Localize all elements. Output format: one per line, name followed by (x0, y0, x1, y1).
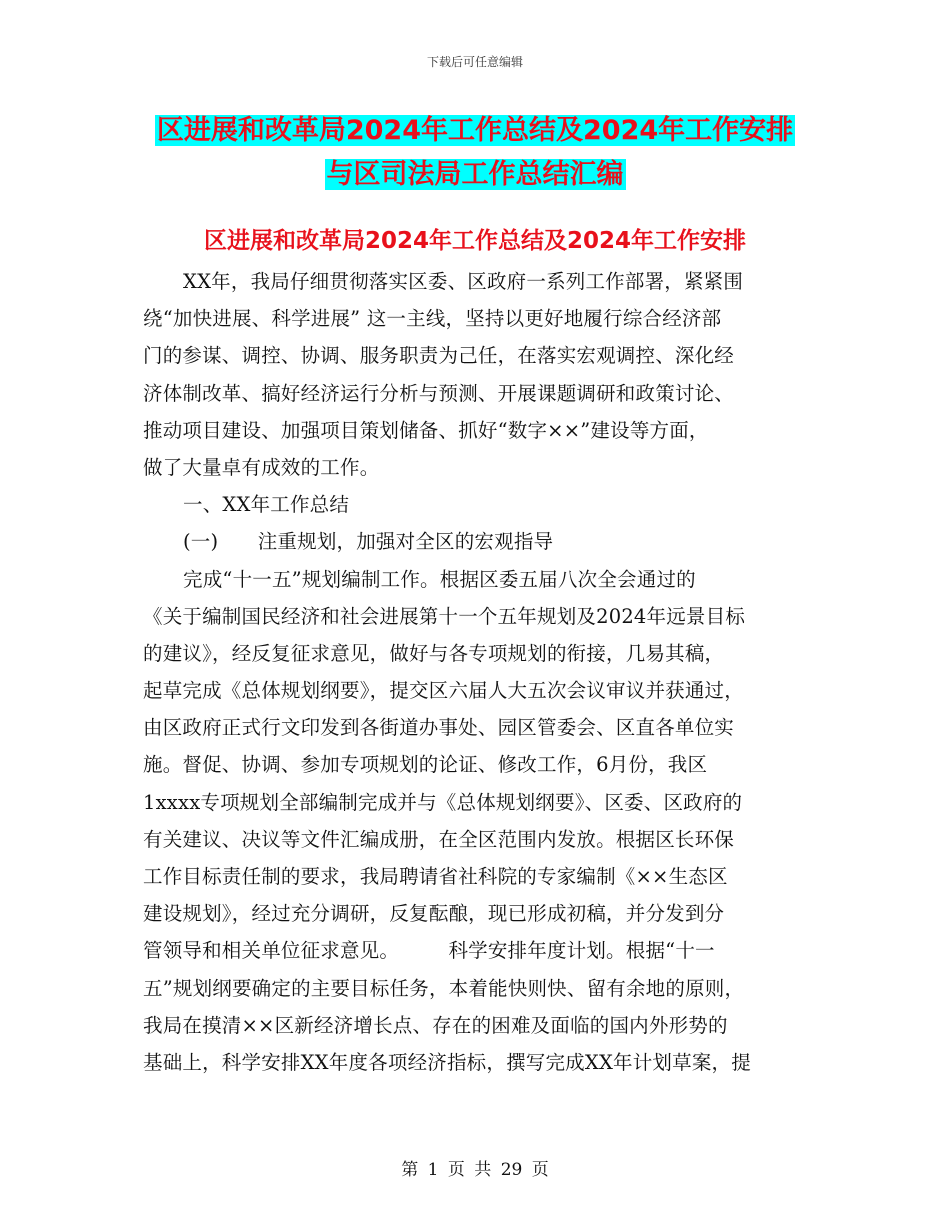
text-line: 有关建议、决议等文件汇编成册，在全区范围内发放。根据区长环保 (143, 827, 735, 851)
text-line: XX年，我局仔细贯彻落实区委、区政府一系列工作部署，紧紧围 (183, 270, 744, 293)
document-title-text-1: 区进展和改革局2024年工作总结及2024年工作安排 (156, 115, 794, 146)
header-note: 下载后可任意编辑 (426, 55, 523, 69)
section-title: 区进展和改革局2024年工作总结及2024年工作安排 (203, 228, 747, 254)
document-title-line-2 (0, 156, 950, 194)
body-text (143, 263, 823, 1081)
text-line: 1xxxx专项规划全部编制完成并与《总体规划纲要》、区委、区政府的 (143, 790, 743, 814)
heading-level-1: 一、XX年工作总结 (183, 493, 350, 517)
text-line: 济体制改革、搞好经济运行分析与预测、开展课题调研和政策讨论、 (143, 381, 735, 405)
text-line: 建设规划》，经过充分调研，反复酝酿，现已形成初稿，并分发到分 (143, 902, 725, 926)
page-number-footer: 第 1 页 共 29 页 (401, 1160, 549, 1180)
document-title-line-1 (0, 112, 950, 150)
text-line: 五”规划纲要确定的主要目标任务，本着能快则快、留有余地的原则， (143, 976, 745, 1000)
heading-level-2: (一) 注重规划，加强对全区的宏观指导 (183, 530, 554, 554)
text-line: 完成“十一五”规划编制工作。根据区委五届八次全会通过的 (183, 567, 696, 591)
text-line: 《关于编制国民经济和社会进展第十一个五年规划及2024年远景目标 (143, 604, 746, 628)
text-line: 推动项目建设、加强项目策划储备、抓好“数字××”建设等方面， (143, 418, 709, 442)
text-line: 我局在摸清××区新经济增长点、存在的困难及面临的国内外形势的 (143, 1013, 728, 1037)
text-line: 工作目标责任制的要求，我局聘请省社科院的专家编制《××生态区 (143, 865, 728, 888)
document-title-text-2: 与区司法局工作总结汇编 (326, 159, 624, 190)
text-line: 的建议》，经反复征求意见，做好与各专项规划的衔接，几易其稿， (143, 641, 725, 665)
text-line: 做了大量卓有成效的工作。 (143, 455, 380, 479)
text-line: 门的参谋、调控、协调、服务职责为己任，在落实宏观调控、深化经 (143, 344, 735, 368)
text-line: 由区政府正式行文印发到各街道办事处、园区管委会、区直各单位实 (143, 716, 735, 740)
text-line: 施。督促、协调、参加专项规划的论证、修改工作，6月份，我区 (143, 753, 708, 777)
text-line: 管领导和相关单位征求意见。 科学安排年度计划。根据“十一 (143, 939, 715, 963)
text-line: 绕“加快进展、科学进展” 这一主线，坚持以更好地履行综合经济部 (143, 307, 722, 331)
text-line: 基础上，科学安排XX年度各项经济指标，撰写完成XX年计划草案，提 (143, 1050, 751, 1074)
text-line: 起草完成《总体规划纲要》，提交区六届人大五次会议审议并获通过， (143, 679, 744, 703)
